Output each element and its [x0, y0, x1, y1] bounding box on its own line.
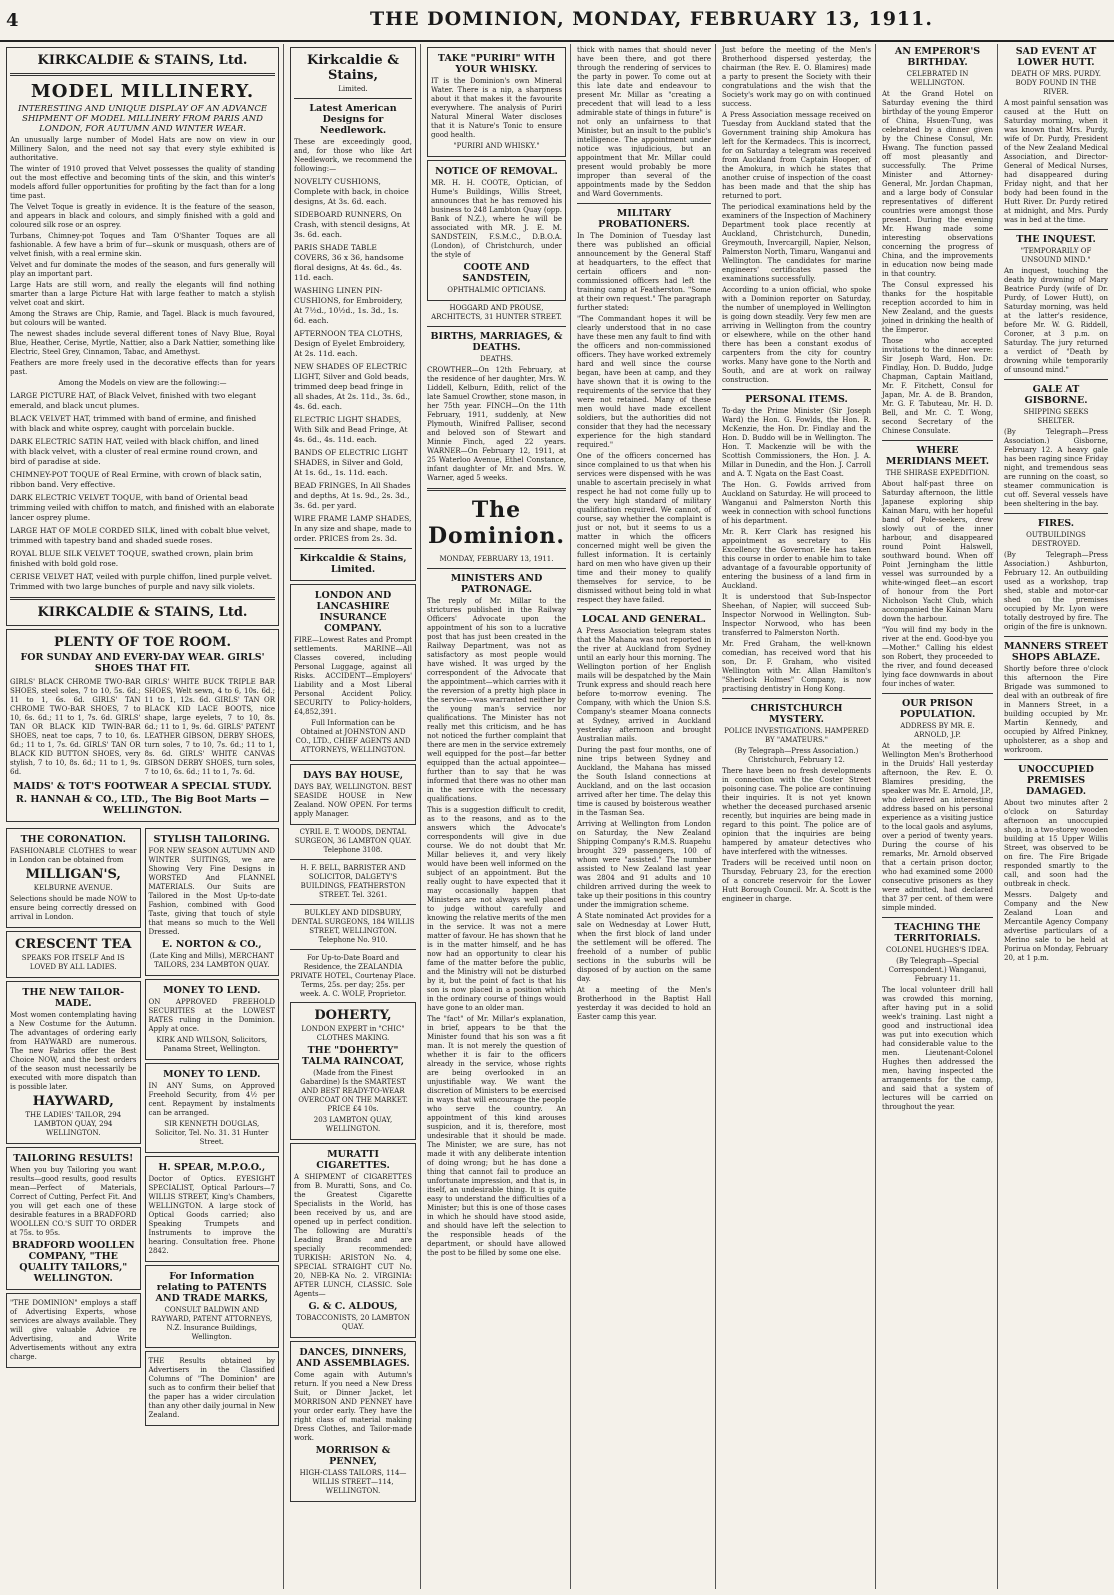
ad-title: NOTICE OF REMOVAL. [435, 166, 558, 177]
crescent-tea-ad [6, 931, 141, 978]
article-paragraph: One of the officers concerned has since complained to us that when his services were dispensed with he was unable to ascertain precisely in what respect he had not come fully up to the very high standard of military qualification required. We cannot, of course, say whether the complaint is just or not, but it seems to us a matter in which the officers concerned might well be given the fullest information. It is certainly hard on men who have given up their time and their money to qualify themselves for service, to be dismissed without being told in what respect they have failed. [577, 452, 711, 604]
ad-paragraph: An unusually large number of Model Hats are now on view in our Millinery Salon, and the need not say that every style exhibited is authoritative. [10, 136, 275, 162]
ad-text-left: GIRLS' BLACK CHROME TWO-BAR SHOES, steel soles, 7 to 10, 5s. 6d.; 11 to 1, 6s. 6d. GIRLS' TAN CHROME TWO-BAR SHOES, 7 to 10, 6s. 6d.; 11 to 1, 7s. 6d. GIRLS' TAN OR BLACK KID TWIN-BAR SHOES, neat toe caps, 7 to 10, 6s. 6d.; 11 to 1, 7s. 6d. GIRLS' TAN OR BLACK KID BUTTON SHOES, very stylish, 7 to 10, 8s. 6d.; 11 to 1, 9s. 6d. [10, 678, 141, 776]
puriri-ad [427, 47, 566, 157]
ad-address: (Late King and Mills), MERCHANT TAILORS, 234 LAMBTON QUAY. [149, 952, 274, 969]
patents-ad [145, 1265, 280, 1348]
ad-name: E. NORTON & CO., [161, 939, 262, 950]
column-news-1 [573, 44, 716, 1589]
morrison-ad [290, 1341, 416, 1502]
kirkcaldie-millinery-ad [6, 47, 279, 626]
article-heading: GALE AT GISBORNE. [1024, 384, 1088, 406]
column-news-4 [1000, 44, 1112, 1589]
article-paragraph: Mr. R. Kerr Clark has resigned his appointment as secretary to His Excellency the Governor. He has taken this course in order to enable him to take advantage of a favourable opportunity of entering the business of a land firm in Auckland. [722, 528, 871, 590]
ad-list-intro: Among the Models on view are the following:— [58, 379, 227, 387]
article-paragraph: At a meeting of the Men's Brotherhood in the Baptist Hall yesterday it was decided to hold an Easter camp this year. [577, 986, 711, 1021]
bmd-heading: BIRTHS, MARRIAGES, & DEATHS. [430, 331, 563, 353]
ad-paragraph: Among the Straws are Chip, Ramie, and Tagel. Black is much favoured, but colours will be wanted. [10, 310, 275, 327]
page-title: THE DOMINION, MONDAY, FEBRUARY 13, 1911. [370, 8, 933, 30]
article-subheading: SHIPPING SEEKS SHELTER. [1023, 408, 1089, 425]
zealandia-card: For Up-to-Date Board and Residence, the ZEALANDIA PRIVATE HOTEL, Courtenay Place. Terms, 25s. per day; 25s. per week. A. C. WOLF, Proprietor. [290, 954, 416, 998]
article-paragraph: Mr. Fred Graham, the well-known comedian, has received word that his son, Dr. F. Graham, who visited Wellington with Mr. Allan Hamilton's "Sherlock Holmes" Company, is now practising dentistry in Hong Kong. [722, 640, 871, 693]
ad-text: CONSULT BALDWIN AND RAYWARD, PATENT ATTORNEYS, N.Z. Insurance Buildings, Wellington. [151, 1306, 273, 1341]
ad-text: IN ANY Sums, on Approved Freehold Security, from 4½ per cent. Repayment by instalments can be arranged. [148, 1082, 275, 1117]
dateline: MONDAY, FEBRUARY 13, 1911. [439, 555, 554, 563]
ad-title: CRESCENT TEA [15, 937, 132, 952]
ad-title: DOHERTY, [314, 1008, 392, 1023]
article-paragraph: At the Grand Hotel on Saturday evening the third birthday of the young Emperor of China, Hsuen-Tung, was celebrated by a dinner given by the Chinese Consul, Mr. Hwang. The function passed off most pleasantly and successfully. The Prime Minister and Attorney-General, Mr. Jordan Chapman, and a large body of Consular representatives of different countries were amongst those present. During the evening Mr. Hwang made some interesting observations concerning the progress of China, and the improvements in education now being made in that country. [882, 90, 993, 278]
article-paragraph: It is understood that Sub-Inspector Sheehan, of Napier, will succeed Sub-Inspector Norwood in Wellington. Sub-Inspector Norwood, who has been transferred to Palmerston North. [722, 593, 871, 637]
ad-note: MAIDS' & TOT'S FOOTWEAR A SPECIAL STUDY. [13, 781, 272, 792]
ad-name: MORRISON & PENNEY, [315, 1445, 391, 1467]
ad-title: TAKE "PURIRI" WITH YOUR WHISKY. [437, 53, 556, 75]
ad-footer: Full Information can be Obtained at JOHNSTON AND CO., LTD., CHIEF AGENTS AND ATTORNEYS, WELLINGTON. [295, 719, 411, 754]
article-paragraph: At the meeting of the Wellington Men's Brotherhood in the Druids' Hall yesterday afternoon, the Rev. E. O. Blamires presiding, the speaker was Mr. E. Arnold, J.P., who delivered an interesting address based on his personal experience as a visiting justice to the local gaols and asylums, over a period of twenty years. During the course of his remarks, Mr. Arnold observed that a certain prison doctor, who had examined some 2000 consecutive prisoners as they were admitted, had declared that 37 per cent. of them were simple minded. [882, 742, 993, 912]
article-heading: WHERE MERIDIANS MEET. [885, 445, 990, 467]
article-dateline: (By Telegraph—Press Association.) Christchurch, February 12. [734, 747, 859, 764]
article-dateline: (By Telegraph—Special Correspondent.) Wanganui, February 11. [888, 957, 987, 983]
column-ads-middle [286, 44, 421, 1589]
ad-footer: KIRKCALDIE & STAINS, Ltd. [37, 605, 248, 620]
kirk-wilson-ad [145, 979, 280, 1060]
ad-item: WIRE FRAME LAMP SHADES, In any size and shape, made to order. PRICES from 2s. 3d. [294, 514, 412, 543]
article-subheading: THE SHIRASE EXPEDITION. [885, 469, 990, 477]
article-paragraph: An inquest, touching the death by drowning of Mary Beatrice Purdy (wife of Dr. Purdy, of Lower Hutt), on Saturday morning, was held at the latter's residence, before Mr. W. G. Riddell, Coroner, at 3 p.m. on Saturday. The jury returned a verdict of "Death by drowning while temporarily of unsound mind." [1004, 267, 1108, 374]
article-subheading: COLONEL HUGHES'S IDEA. [886, 946, 989, 954]
ad-paragraph: Feathers are more freely used in the decorative effects than for years past. [10, 359, 275, 376]
article-paragraph: According to a union official, who spoke with a Dominion reporter on Saturday, the number of unemployed in Wellington is going down steadily. Very few men are arriving in Wellington from the country or elsewhere, while on the other hand there has been a constant exodus of carpenters from the city for country works. Many have gone to the North and South, and are at work on railway construction. [722, 286, 871, 384]
article-paragraph: During the past four months, one of nine trips between Sydney and Auckland, the Mahana has missed the South Island connections at Auckland, and on the last occasion arrived after her time. The delay this time is caused by boisterous weather in the Tasman Sea. [577, 746, 711, 817]
article-heading: CHRISTCHURCH MYSTERY. [750, 703, 843, 725]
ad-item: BANDS OF ELECTRIC LIGHT SHADES, in Silver and Gold, At 1s. 6d., 1s. 11d. each. [294, 448, 408, 477]
article-paragraph: "You will find my body in the river at the end. Good-bye you—Mother." Calling his eldest son Robert, they proceeded to the river, and found deceased lying face downwards in about four inches of water. [882, 626, 993, 688]
ad-name: KIRK AND WILSON, Solicitors, Panama Street, Wellington. [156, 1036, 268, 1053]
ad-name: HAYWARD, [32, 1094, 114, 1109]
editorial-paragraph: The reply of Mr. Millar to the strictures published in the Railway Officers' Advocate upon the appointment of his son to a lucrative post that has just been created in the Railway Department, was not as satisfactory as most people would have wished. It was urged by the correspondent of the Advocate that the appointment—which carries with it the reversion of a pretty high place in the service—was warranted neither by the young man's service nor qualifications. The Minister has not really met this criticism, and he has not noticed the further complaint that there are men in the service extremely well equipped for the post—far better equipped than the actual appointee—further than to say that he was informed that there was no other man in the service with the necessary qualifications. [427, 597, 566, 803]
column-ads-left [2, 44, 284, 1589]
ad-title: KIRKCALDIE & STAINS, Ltd. [37, 53, 248, 68]
ad-subtitle: Limited. [338, 85, 368, 93]
article-paragraph: (By Telegraph—Press Association.) Gisborne, February 12. A heavy gale has been raging since Friday night, and tremendous seas are running on the coast, so steamer communication is cut off. Several vessels have been sheltering in the bay. [1004, 428, 1108, 508]
editorial-heading: MINISTERS AND PATRONAGE. [450, 573, 543, 595]
douglas-ad [145, 1063, 280, 1153]
ad-address: KELBURNE AVENUE. [33, 884, 113, 892]
article-paragraph: Arriving at Wellington from London on Saturday, the New Zealand Shipping Company's R.M.S. Ruapehu brought 329 passengers, 100 of whom were "assisted." The number assisted to New Zealand last year was 2804 and 91 adults and 10 children arrived during the week to take up their positions in this country under the immigration scheme. [577, 820, 711, 909]
ad-text: Come again with Autumn's return. If you need a New Dress Suit, or Dinner Jacket, let MORRISON AND PENNEY have your order early. They have the right class of material making Dress Clothes, and Tailor-made work. [294, 1371, 412, 1442]
ad-item: PARIS SHADE TABLE COVERS, 36 x 36, handsome floral designs, At 4s. 6d., 4s. 11d. each. [294, 243, 404, 282]
ad-footer: Kirkcaldie & Stains, Limited. [299, 553, 407, 575]
dominion-notice [6, 1293, 141, 1368]
norton-tailoring-ad [145, 828, 280, 976]
hayward-ad [6, 981, 141, 1144]
bell-card: H. F. BELL, BARRISTER AND SOLICITOR, DALGETY'S BUILDINGS, FEATHERSTON STREET. Tel. 3261. [300, 864, 406, 899]
ad-title: LONDON AND LANCASHIRE INSURANCE COMPANY. [314, 590, 392, 634]
article-subheading: OUTBUILDINGS DESTROYED. [1026, 531, 1086, 548]
article-subheading: POLICE INVESTIGATIONS. HAMPERED BY "AMATEURS." [724, 727, 869, 744]
ad-text: When you buy Tailoring you want results—good results, good results mean—Perfect of Materials, Correct of Cutting, Perfect Fit. And you will get each one of these desirable features in a BRADFORD WOOLLEN CO.'S SUIT TO ORDER at 75s. to 95s. [10, 1166, 137, 1237]
ad-address: HIGH-CLASS TAILORS, 114—WILLIS STREET—114, WELLINGTON. [299, 1469, 407, 1495]
ad-headline: Latest American Designs for Needlework. [309, 103, 397, 136]
article-paragraph: thick with names that should never have been there, and got there through the rendering of services to the party in power. To come out at this late date and endeavour to present Mr. Millar as "creating a precedent that will lead to a less admirable state of things in future" is not only an unfairness to that Minister, but an insult to the public's intelligence. The appointment under notice was injudicious, but an appointment that Mr. Millar could present would probably be more improper than several of the appointments made by the Seddon and Ward Governments. [577, 46, 711, 198]
ad-item: DARK ELECTRIC SATIN HAT, veiled with black chiffon, and lined with black velvet, with a cluster of real ermine round crown, and bird of paradise at side. [10, 437, 259, 466]
article-heading: LOCAL AND GENERAL. [581, 614, 706, 625]
ad-text: FASHIONABLE CLOTHES to wear in London can be obtained from [10, 847, 137, 864]
ad-text: DAYS BAY, WELLINGTON. BEST SEASIDE HOUSE in New Zealand. NOW OPEN. For terms apply Manager. [294, 783, 412, 818]
bulkley-card: BULKLEY AND DIDSBURY, DENTAL SURGEONS, 184 WILLIS STREET, WELLINGTON. Telephone No. 910. [291, 909, 415, 944]
ad-name: MILLIGAN'S, [25, 867, 121, 882]
ad-text: Selections should be made NOW to ensure being correctly dressed on arrival in London. [10, 895, 137, 921]
ad-item: AFTERNOON TEA CLOTHS, Design of Eyelet Embroidery, At 2s. 11d. each. [294, 329, 406, 358]
ad-address: THE LADIES' TAILOR, 294 LAMBTON QUAY, 294 WELLINGTON. [25, 1111, 122, 1137]
removal-notice [427, 160, 566, 301]
column-news-3 [878, 44, 998, 1589]
ad-item: BEAD FRINGES, In All Shades and depths, At 1s. 9d., 2s. 3d., 3s. 6d. per yard. [294, 481, 411, 510]
ad-headline: MODEL MILLINERY. [30, 81, 255, 102]
article-paragraph: About two minutes after 2 o'clock on Saturday afternoon an unoccupied shop, in a two-storey wooden building at 15 Upper Willis Street, was observed to be on fire. The Fire Brigade responded smartly to the call, and soon had the outbreak in check. [1004, 799, 1108, 888]
ad-title: PLENTY OF TOE ROOM. [53, 635, 232, 650]
ad-item: SIDEBOARD RUNNERS, On Crash, with stencil designs, At 3s. 6d. each. [294, 210, 410, 239]
article-paragraph: Messrs. Dalgety and Company and the New Zealand Loan and Mercantile Agency Company advertise particulars of a Merino sale to be held at Porirua on Monday, February 20, at 1 p.m. [1004, 891, 1108, 962]
ad-item: WASHING LINEN PIN-CUSHIONS, for Embroidery, At 7½d., 10½d., 1s. 3d., 1s. 6d. each. [294, 286, 403, 325]
ad-text: IT is the Dominion's own Mineral Water. There is a nip, a sharpness about it that makes it the favourite everywhere. The analysis of Puriri Natural Mineral Water discloses that it is Nature's Tonic to ensure good health. [431, 77, 562, 139]
ad-text: THE Results obtained by Advertisers in the Classified Columns of "The Dominion" are such as to confirm their belief that the paper has a wider circulation than any other daily journal in New Zealand. [148, 1357, 275, 1419]
ad-text: Doctor of Optics. EYESIGHT SPECIALIST, Optical Parlours—7 WILLIS STREET, King's Chambers, WELLINGTON. A large stock of Optical Goods carried; also Speaking Trumpets and Instruments to improve the hearing. Consultation free. Phone 2842. [148, 1175, 275, 1255]
article-paragraph: Just before the meeting of the Men's Brotherhood dispersed yesterday, the chairman (the Rev. E. O. Blamires) made a party to present the Society with their congratulations and the wish that the Society's work may go on with continued success. [722, 46, 871, 108]
ad-item: ELECTRIC LIGHT SHADES, With Silk and Bead Fringe, At 4s. 6d., 4s. 11d. each. [294, 415, 408, 444]
article-heading: PERSONAL ITEMS. [745, 394, 848, 405]
article-paragraph: Traders will be received until noon on Thursday, February 23, for the erection of a concrete reservoir for the Lower Hutt Borough Council. Mr. A. Scott is the engineer in charge. [722, 859, 871, 903]
bmd-text: CROWTHER—On 12th February, at the residence of her daughter, Mrs. W. Liddell, Kelburn, Edith, relict of the late Samuel Crowther, stone mason, in her 75th year. FINCH—On the 11th February, 1911, suddenly, at New Plymouth, Winifred Palliser, second and beloved son of Stewart and Minnie Finch, aged 22 years. WARNER—On February 12, 1911, at 25 Waterloo Avenue, Ethel Constance, infant daughter of Mr. and Mrs. W. Warner, aged 5 weeks. [427, 366, 566, 482]
article-paragraph: The periodical examinations held by the examiners of the Inspection of Machinery Department took place recently at Auckland, Christchurch, Dunedin, Greymouth, Invercargill, Napier, Nelson, Palmerston North, Timaru, Wanganui and Wellington. The candidates for marine engineers' certificates passed the examinations successfully. [722, 203, 871, 283]
ad-title: Kirkcaldie & Stains, [307, 53, 399, 83]
article-paragraph: There have been no fresh developments in connection with the Coster Street poisoning case. The police are continuing their inquiries. It is not yet known whether the deceased purchased arsenic recently, but inquiries are being made in regard to this point. The police are of opinion that the inquiries are being hampered by amateur detectives who have interfered with the witnesses. [722, 767, 871, 856]
masthead [0, 0, 1114, 42]
article-paragraph: (By Telegraph—Press Association.) Ashburton, February 12. An outbuilding used as a workshop, trap shed, stable and motor-car shed on the premises occupied by Mr. Lyon were totally destroyed by fire. The origin of the fire is unknown. [1004, 551, 1108, 631]
hannah-shoes-ad [6, 629, 279, 822]
ad-paragraph: Large Hats are still worn, and really the elegants will find nothing smarter than a large Picture Hat with large feather to match a stylish velvet coat and skirt. [10, 281, 275, 307]
ad-item: LARGE PICTURE HAT, of Black Velvet, finished with two elegant emerald, and black uncut plumes. [10, 391, 257, 410]
article-subheading: CELEBRATED IN WELLINGTON. [906, 70, 969, 87]
insurance-ad [290, 584, 416, 761]
ad-text: SPEAKS FOR ITSELF And IS LOVED BY ALL LADIES. [21, 954, 125, 971]
ad-title: H. SPEAR, M.P.O.O., [158, 1162, 266, 1173]
ad-title: THE NEW TAILOR-MADE. [22, 987, 125, 1009]
ad-paragraph: The Velvet Toque is greatly in evidence. It is the feature of the season, and appears in black and colours, and simply finished with a gold and coloured silk rose or an osprey. [10, 203, 275, 229]
ad-text: (Made from the Finest Gabardine) Is the SMARTEST AND BEST READY-TO-WEAR OVERCOAT ON THE MARKET. PRICE £4 10s. [298, 1069, 408, 1113]
article-paragraph: "The Commandant hopes it will be clearly understood that in no case have these men any fault to find with the officers and non-commissioned officers. They have worked extremely hard and well since the course began, have been at camp, and they have shown that it is owing to the requirements of the service that they were not retained. Many of these men would have made excellent soldiers, but the authorities did not consider that they had the necessary experience for the high standard required." [577, 315, 711, 449]
article-heading: TEACHING THE TERRITORIALS. [894, 922, 981, 944]
bmd-subheading: DEATHS. [480, 355, 513, 363]
ad-item: LARGE HAT OF MOLE CORDED SILK, lined with cobalt blue velvet, trimmed with tapestry band and shaded suede roses. [10, 526, 271, 545]
article-paragraph: A State nominated Act provides for a sale on Wednesday at Lower Hutt, when the first block of land under the settlement will be offered. The freehold of a number of public sections in the suburbs will be disposed of by auction on the same day. [577, 912, 711, 983]
article-heading: MILITARY PROBATIONERS. [598, 208, 690, 230]
newspaper-masthead: The Dominion. [427, 497, 566, 549]
ad-name: SIR KENNETH DOUGLAS, Solicitor, Tel. No. 31. 31 Hunter Street. [155, 1120, 269, 1146]
ad-item: BLACK VELVET HAT, trimmed with band of ermine, and finished with black and white osprey, caught with porcelain buckle. [10, 414, 257, 433]
article-subheading: ADDRESS BY MR. E. ARNOLD, J.P. [900, 722, 975, 739]
ad-name: BRADFORD WOOLLEN COMPANY, "THE QUALITY TAILORS," WELLINGTON. [12, 1240, 135, 1284]
ad-paragraph: The winter of 1910 proved that Velvet possesses the quality of standing out the most effective and becoming tints of the skin, and this winter's models afford fuller opportunities for profiting by the fact than for a long time past. [10, 165, 275, 200]
article-paragraph: To-day the Prime Minister (Sir Joseph Ward) the Hon. G. Fowlds, the Hon. R. McKenzie, the Hon. Dr. Findlay and the Hon. D. Buddo will be in Wellington. The Hon. T. Mackenzie will be with the Scottish Commissioners, the Hon. J. A. Millar in Dunedin, and the Hon. J. Carroll and A. T. Ngata on the East Coast. [722, 407, 871, 478]
ad-title: MONEY TO LEND. [163, 1069, 261, 1080]
article-paragraph: The Hon. G. Fowlds arrived from Auckland on Saturday. He will proceed to Wanganui and Palmerston North this week in connection with school functions of his department. [722, 481, 871, 525]
ad-text: MR. H. H. COOTE, Optician, of Hume's Buildings, Willis Street, announces that he has removed his business to 248 Lambton Quay (opp. Bank of N.Z.), where he will be associated with MR. J. E. M. SANDSTEIN, F.S.M.C., D.B.O.A. (London), of Christchurch, under the style of [431, 179, 562, 259]
article-paragraph: About half-past three on Saturday afternoon, the little Japanese exploring ship Kainan Maru, with her hopeful band of Pole-seekers, drew slowly out of the inner harbour, and disappeared round Point Halswell, southward bound. When off Point Jerningham the little vessel was surrounded by a white-winged fleet—an escort of honour from the Port Nicholson Yacht Club, which accompanied the Kainan Maru down the harbour. [882, 480, 993, 623]
ad-paragraph: The newest shades include several different tones of Navy Blue, Royal Blue, Heather, Cerise, Myrtle, Nattier, also a Dark Nattier, something like Electric, Steel Grey, Cinnamon, Tabac, and Amethyst. [10, 330, 275, 356]
ad-title: TAILORING RESULTS! [13, 1153, 134, 1164]
article-heading: UNOCCUPIED PREMISES DAMAGED. [1018, 764, 1094, 797]
article-subheading: DEATH OF MRS. PURDY. BODY FOUND IN THE RIVER. [1011, 70, 1101, 96]
woods-card: CYRIL E. T. WOODS, DENTAL SURGEON, 36 LAMBTON QUAY. Telephone 3108. [294, 828, 412, 854]
ad-name: COOTE AND SANDSTEIN, [462, 262, 531, 284]
column-news-2 [718, 44, 876, 1589]
column-editorial [423, 44, 571, 1589]
ad-title: MONEY TO LEND. [163, 985, 261, 996]
editorial-paragraph: This is a suggestion difficult to credit, as to the reasons, and as to the answers which the Advocate's correspondents will give in due course. We do not doubt that Mr. Millar believes it, and very likely would have been well informed on the subject of an appointment. But the really ought to have expected that it may occasionally happen that Ministers are not always well placed to judge without carefully and knowing the relative merits of the men in the service. It was not a mere matter of favour. He has shown that he is in the matter himself, and he has now had an opportunity to clear his fame of the matter before the public, and the Ministry will not be disturbed by it, but the point of fact is that his son is now placed in a position which in the ordinary course of things would have gone to an older man. [427, 806, 566, 1012]
ad-item: DARK ELECTRIC VELVET TOQUE, with band of Oriental bead trimming veiled with chiffon to match, and finished with an elaborate lancer osprey plume. [10, 493, 275, 522]
article-paragraph: A most painful sensation was caused at the Hutt on Saturday morning, when it was known that Mrs. Purdy, wife of Dr. Purdy, President of the New Zealand Medical Association, and Director-General of Medical Nurses, had disappeared during Friday night, and that her body had been found in the Hutt River. Dr. Purdy retired at midnight, and Mrs. Purdy was in bed at the time. [1004, 99, 1108, 224]
ad-subtitle: FOR SUNDAY AND EVERY-DAY WEAR. GIRLS' SHOES THAT FIT. [20, 652, 265, 674]
editorial-paragraph: The "fact" of Mr. Millar's explanation, in brief, appears to be that the Minister found that his son was a fit man. It is not merely the question of whether it is fair to the officers already in the service, whose rights are being overlooked in an unjustifiable way. We want the discretion of Ministers to be exercised in ways that will encourage the people who serve the country. An appointment of this kind arouses suspicion, and it is, therefore, most undesirable that it should be made. The Minister, we are sure, has not made it with any deliberate intention of doing wrong; but he has done a thing that cannot fail to produce an unfortunate impression, and that is, in itself, an undesirable thing. It is quite easy to understand the difficulties of a Minister; but this is one of those cases in which he should have stood aside, and should have left the selection to the responsible heads of the department, or should have allowed the post to be filled by some one else. [427, 1015, 566, 1257]
ad-text: Most women contemplating having a New Costume for the Autumn. The advantages of ordering early from HAYWARD are numerous. The new Fabrics offer the Best Choice NOW, and the best orders of the season must necessarily be executed with more dispatch than is possible later. [10, 1011, 137, 1091]
ad-title: STYLISH TAILORING. [153, 834, 270, 845]
ad-text: FOR NEW SEASON AUTUMN AND WINTER SUITINGS, we are Showing Very Fine Designs in WORSTED And FLANNEL MATERIALS. Our Suits are Tailored in the Most Up-to-date Fashion, combined with Good Taste, giving that touch of style that means so much to the Well Dressed. [148, 847, 275, 936]
ad-text: "THE DOMINION" employs a staff of Advertising Experts, whose services are always available. They will give valuable Advice re Advertising, and Write Advertisements without any extra charge. [10, 1299, 137, 1361]
ad-text: FIRE—Lowest Rates and Prompt settlements. MARINE—All Classes covered, including Personal Luggage, against all Risks. ACCIDENT—Employers' Liability and a Most Liberal Personal Accident Policy. SECURITY to Policy-holders, £4,852,391. [294, 636, 412, 716]
ad-text: LONDON EXPERT in "CHIC" CLOTHES MAKING. [301, 1025, 405, 1042]
hoggard-card: HOGGARD AND PROUSE, ARCHITECTS, 31 HUNTER STREET. [431, 304, 562, 321]
article-paragraph: The Consul expressed his thanks for the hospitable reception accorded to him in New Zealand, and the guests joined in drinking the health of the Emperor. [882, 281, 993, 334]
ad-item: CERISE VELVET HAT, veiled with purple chiffon, lined purple velvet. Trimmed with two large bunches of purple and navy silk violets. [10, 572, 273, 591]
results-notice [145, 1351, 280, 1426]
ad-text: A SHIPMENT of CIGARETTES from B. Muratti, Sons, and Co. the Greatest Cigarette Specialists in the World, has been received by us, and are opened up in perfect condition. The following are Muratti's Leading Brands and are specially recommended: TURKISH: ARISTON No. 4, SPECIAL STRAIGHT CUT No. 20, NEB-KA No. 2. VIRGINIA: AFTER LUNCH, CLASSIC. Sole Agents— [294, 1173, 412, 1298]
ad-headline: THE "DOHERTY" TALMA RAINCOAT, [301, 1045, 405, 1067]
ad-item: NEW SHADES OF ELECTRIC LIGHT, Silver and Gold beads, trimmed deep bead fringe in all shades, At 2s. 11d., 3s. 6d., 4s. 6d. each. [294, 362, 410, 411]
muratti-ad [290, 1143, 416, 1338]
article-paragraph: In The Dominion of Tuesday last there was published an official announcement by the General Staff at headquarters, to the effect that certain officers and non-commissioned officers had left the training camp at Featherston. "Some at their own request." The paragraph further stated: [577, 232, 711, 312]
ad-address: 203 LAMBTON QUAY, WELLINGTON. [313, 1116, 393, 1133]
days-bay-ad [290, 764, 416, 825]
ad-text-right: GIRLS' WHITE BUCK TRIPLE BAR SHOES, Welt sewn, 4 to 6, 10s. 6d.; 11 to 1, 12s. 6d. GIRLS' TAN OR BLACK KID LACE BOOTS, nice shape, large eyelets, 7 to 10, 8s. 6d.; 11 to 1, 9s. 6d. GIRLS' PATENT LEATHER GIBSON, DERBY SHOES, turn soles, 7 to 10, 7s. 6d.; 11 to 1, 8s. 6d. GIRLS' WHITE CANVAS GIBSON DERBY SHOES, turn soles, 7 to 10, 6s. 6d.; 11 to 1, 7s. 6d. [144, 678, 275, 776]
doherty-ad [290, 1002, 416, 1140]
bradford-ad [6, 1147, 141, 1290]
ad-name: G. & C. ALDOUS, [308, 1301, 398, 1312]
ad-footer: R. HANNAH & CO., LTD., The Big Boot Marts — WELLINGTON. [15, 794, 270, 816]
ad-item: ROYAL BLUE SILK VELVET TOQUE, swathed crown, plain brim finished with bold gold rose. [10, 549, 254, 568]
ad-paragraph: Velvet and fur dominate the modes of the season, and furs generally will play an important part. [10, 261, 275, 278]
ad-item: CHIMNEY-POT TOQUE of Real Ermine, with crown of black satin, ribbon band. Very effective. [10, 470, 262, 489]
milligans-ad [6, 828, 141, 928]
article-heading: AN EMPEROR'S BIRTHDAY. [894, 46, 981, 68]
ad-footer: "PURIRI AND WHISKY." [453, 142, 540, 150]
article-heading: FIRES. [1037, 518, 1075, 529]
ad-title: DANCES, DINNERS, AND ASSEMBLAGES. [296, 1347, 410, 1369]
ad-title: THE CORONATION. [20, 834, 126, 845]
ad-title: MURATTI CIGARETTES. [316, 1149, 390, 1171]
ad-address: TOBACCONISTS, 20 LAMBTON QUAY. [295, 1314, 411, 1331]
article-heading: OUR PRISON POPULATION. [899, 698, 976, 720]
article-paragraph: Shortly before three o'clock this afternoon the Fire Brigade was summoned to deal with an outbreak of fire in Manners Street, in a building occupied by Mr. Martin Kennedy, and occupied by Alfred Pinkney, upholsterer, as a shop and workroom. [1004, 665, 1108, 754]
ad-title: For Information relating to PATENTS AND TRADE MARKS, [155, 1271, 269, 1304]
article-paragraph: Those who accepted invitations to the dinner were: Sir Joseph Ward, Hon. Dr. Findlay, Hon. D. Buddo, Judge Chapman, Captain Maitland, Mr. F. Fitchett, Consul for Japan, Mr. A. de B. Brandon, Mr. G. F. Tabuteau, Mr. H. D. Bell, and Mr. C. T. Wong, second Secretary of the Chinese Consulate. [882, 337, 993, 435]
article-heading: MANNERS STREET SHOPS ABLAZE. [1004, 641, 1108, 663]
article-paragraph: The local volunteer drill hall was crowded this morning, after having put in a solid week's training. Last night a good and instructional idea was put into execution which had considerable value to the men. Lieutenant-Colonel Hughes then addressed the men, having inspected the arrangements for the camp, and said that a system of lectures will be carried on throughout the year. [882, 986, 993, 1111]
article-heading: SAD EVENT AT LOWER HUTT. [1015, 46, 1097, 68]
ad-intro: These are exceedingly good, and, for those who like Art Needlework, we recommend the following:— [294, 138, 412, 173]
ad-item: NOVELTY CUSHIONS, Complete with back, in choice designs, At 3s. 6d. each. [294, 177, 409, 206]
ad-subtitle: OPHTHALMIC OPTICIANS. [447, 286, 546, 294]
kirkcaldie-needlework-ad [290, 47, 416, 581]
ad-paragraph: Turbans, Chimney-pot Toques and Tam O'Shanter Toques are all fashionable. A few have a brim of fur—skunk or musquash, others are of velvet finish, with a real ermine skin. [10, 232, 275, 258]
ad-title: DAYS BAY HOUSE, [302, 770, 404, 781]
article-paragraph: A Press Association message received on Tuesday from Auckland stated that the Government training ship Amokura has left for the Kermadecs. This is incorrect, for on Saturday a telegram was received from Auckland from Captain Hooper, of the Amokura, in which he states that another cruise of inspection of the coast has been made and that the ship has returned to port. [722, 111, 871, 200]
article-paragraph: A Press Association telegram states that the Mahana was not reported in the river at Auckland from Sydney until an early hour this morning. The Wellington portion of her English mails will be despatched by the Main Trunk express and should reach here before to-morrow evening. The Company, with which the Union S.S. Company's steamer Moana connects at Sydney, arrived in Auckland yesterday afternoon and brought Australian mails. [577, 627, 711, 743]
ad-text: ON APPROVED FREEHOLD SECURITIES at the LOWEST RATES ruling in the Dominion. Apply at once. [148, 998, 275, 1033]
page-number: 4 [6, 10, 19, 31]
article-subheading: "TEMPORARILY OF UNSOUND MIND." [1020, 247, 1092, 264]
spear-optician-ad [145, 1156, 280, 1262]
ad-subtitle: INTERESTING AND UNIQUE DISPLAY OF AN ADVANCE SHIPMENT OF MODEL MILLINERY FROM PARIS AND LONDON, FOR AUTUMN AND WINTER WEAR. [17, 104, 268, 134]
article-heading: THE INQUEST. [1016, 234, 1096, 245]
